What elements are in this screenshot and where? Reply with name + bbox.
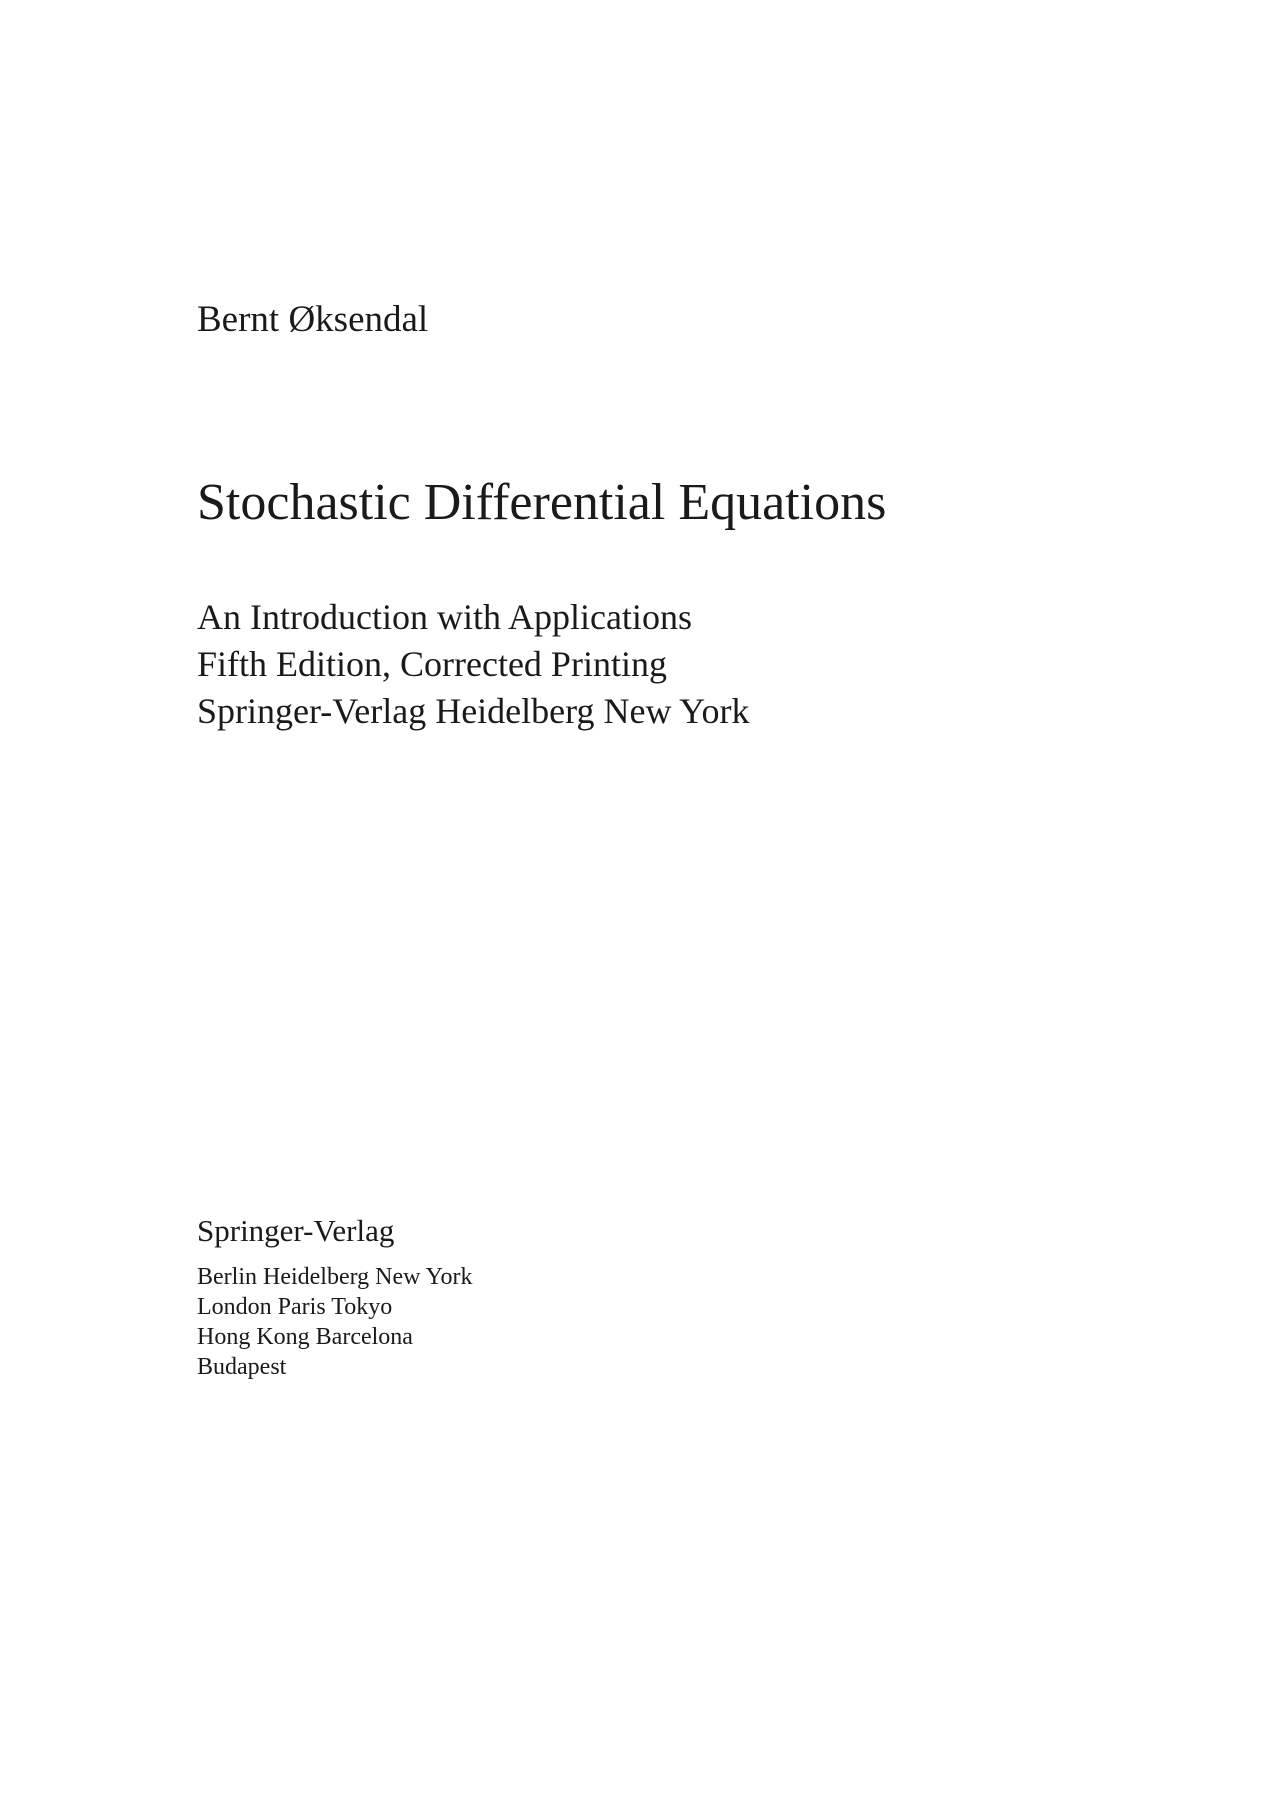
- publisher-cities: [197, 1262, 473, 1382]
- book-title: Stochastic Differential Equations: [197, 474, 887, 531]
- publisher-name: Springer-Verlag: [197, 1213, 395, 1248]
- city-line: Berlin Heidelberg New York: [197, 1264, 473, 1290]
- city-line: London Paris Tokyo: [197, 1294, 393, 1320]
- city-line: Budapest: [197, 1354, 287, 1380]
- author-name: Bernt Øksendal: [197, 299, 429, 340]
- edition-line: Fifth Edition, Corrected Printing: [197, 644, 667, 684]
- subtitle-line: An Introduction with Applications: [197, 597, 692, 637]
- publisher-location-line: Springer-Verlag Heidelberg New York: [197, 691, 750, 731]
- subtitle-block: [197, 594, 750, 735]
- city-line: Hong Kong Barcelona: [197, 1324, 413, 1350]
